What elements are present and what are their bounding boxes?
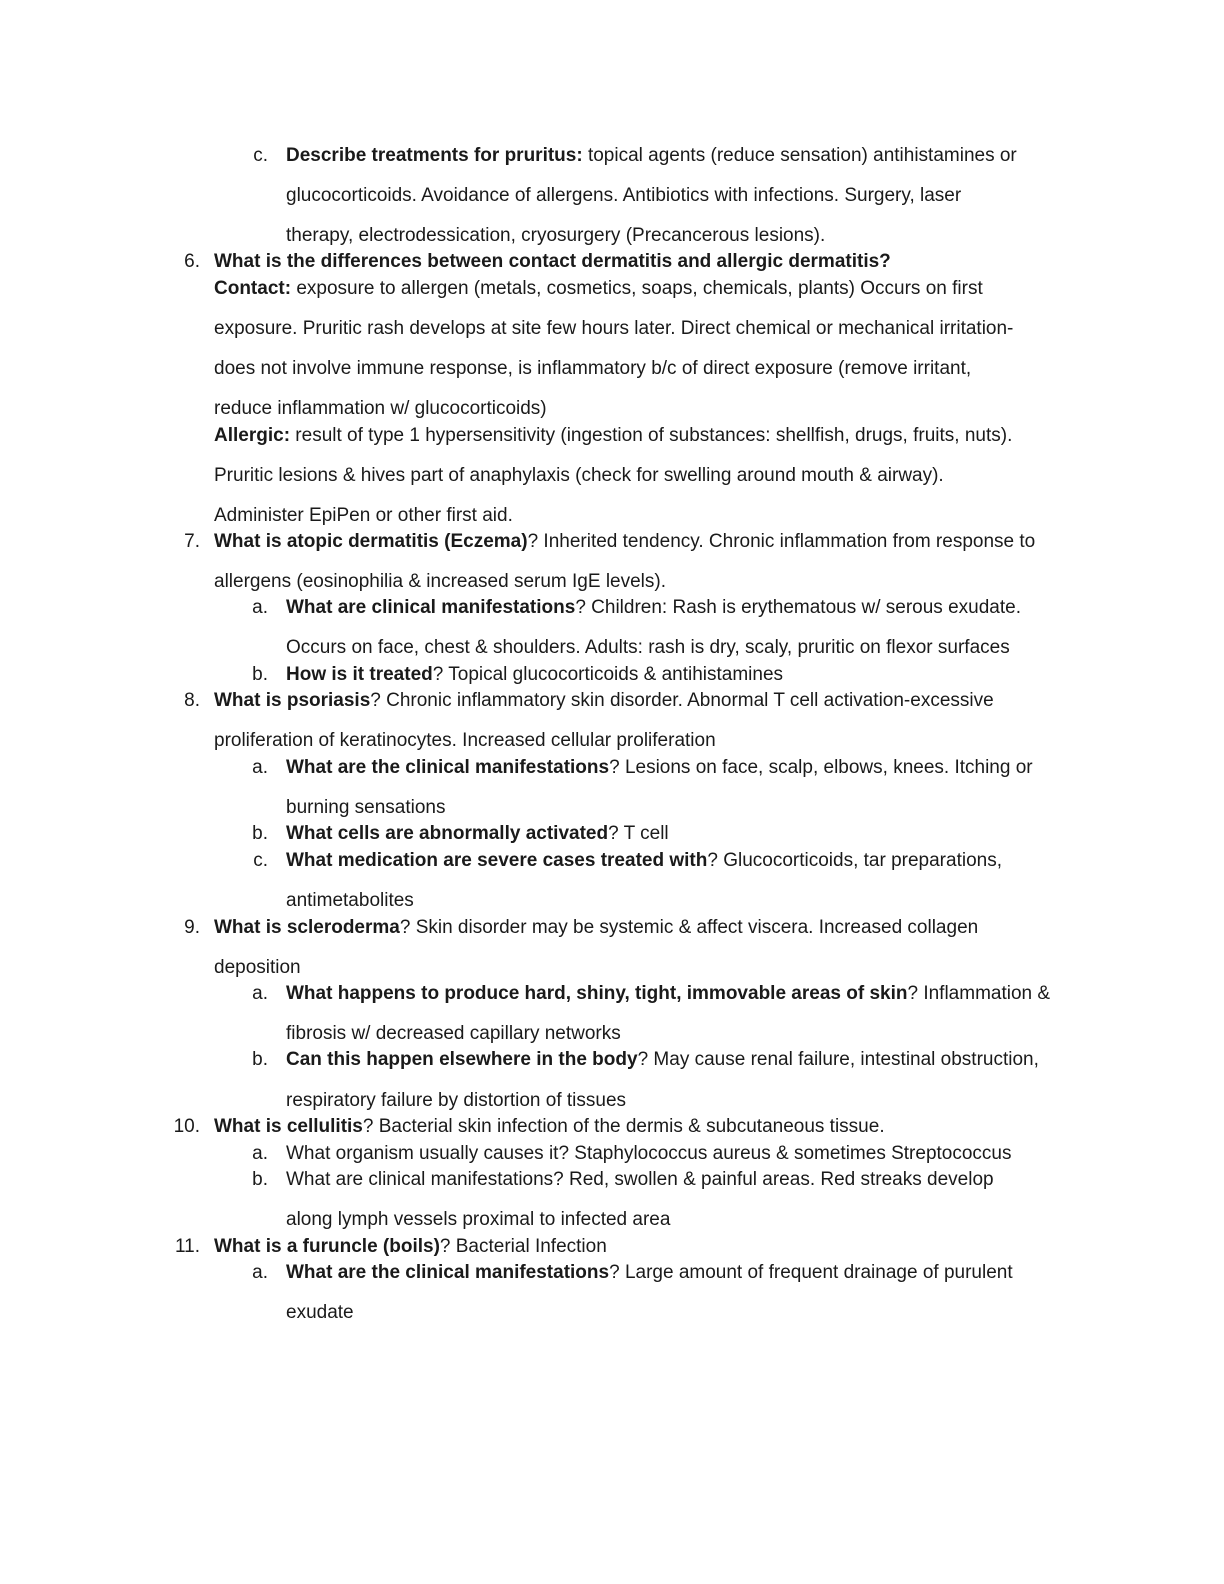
list-marker: a.: [252, 597, 268, 618]
answer-text: proliferation of keratinocytes. Increased cellular proliferation: [214, 730, 716, 751]
question-text: What medication are severe cases treated with: [286, 850, 708, 871]
list-marker: 6.: [184, 251, 200, 272]
list-marker: a.: [252, 757, 268, 778]
list-item-text: [214, 530, 1035, 554]
answer-text: ? T cell: [608, 823, 669, 844]
list-item-text: [286, 822, 669, 846]
answer-text: exposure. Pruritic rash develops at site few hours later. Direct chemical or mechanical irritation-: [214, 318, 1014, 339]
list-item-text: [214, 1115, 885, 1139]
list-marker: 11.: [174, 1236, 200, 1257]
answer-text: result of type 1 hypersensitivity (ingestion of substances: shellfish, drugs, fruits, nuts).: [290, 425, 1013, 446]
contact-label: Contact:: [214, 278, 292, 299]
list-item-text: [286, 663, 783, 687]
answer-text: ? Lesions on face, scalp, elbows, knees. Itching or: [609, 757, 1033, 778]
answer-text: reduce inflammation w/ glucocorticoids): [214, 398, 547, 419]
answer-text: allergens (eosinophilia & increased serum IgE levels).: [214, 571, 667, 592]
question-text: What are the clinical manifestations: [286, 757, 610, 778]
list-item-text: [286, 1048, 1039, 1072]
contact-paragraph: [214, 277, 983, 301]
list-marker: a.: [252, 983, 268, 1004]
list-item-text: [286, 849, 1002, 873]
answer-text: ? Inflammation &: [907, 983, 1051, 1004]
list-item-text: [286, 982, 1050, 1006]
question-text: What is cellulitis: [214, 1116, 363, 1137]
list-item-text: [286, 756, 1033, 780]
list-marker: b.: [252, 1049, 268, 1070]
answer-text: ? Inherited tendency. Chronic inflammation from response to: [527, 531, 1036, 552]
answer-text: ? Children: Rash is erythematous w/ serous exudate.: [575, 597, 1021, 618]
answer-text: exposure to allergen (metals, cosmetics, soaps, chemicals, plants) Occurs on first: [291, 278, 983, 299]
list-item-text: [214, 916, 978, 940]
question-text: What is scleroderma: [214, 917, 400, 938]
question-text: What are clinical manifestations: [286, 597, 576, 618]
question-text: How is it treated: [286, 664, 433, 685]
question-text: What is atopic dermatitis (Eczema): [214, 531, 528, 552]
list-item-text: [214, 1235, 607, 1259]
answer-text: ? May cause renal failure, intestinal obstruction,: [637, 1049, 1039, 1070]
list-marker: 10.: [173, 1116, 200, 1137]
list-marker: 9.: [184, 917, 200, 938]
list-marker: 8.: [184, 690, 200, 711]
list-item-text: [286, 596, 1021, 620]
question-text: What happens to produce hard, shiny, tight, immovable areas of skin: [286, 983, 908, 1004]
question-text: Can this happen elsewhere in the body: [286, 1049, 638, 1070]
allergic-label: Allergic:: [214, 425, 291, 446]
answer-text: ? Bacterial Infection: [439, 1236, 607, 1257]
answer-text: topical agents (reduce sensation) antihistamines or: [582, 145, 1017, 166]
question-text: What cells are abnormally activated: [286, 823, 609, 844]
allergic-paragraph: [214, 424, 1012, 448]
answer-text: burning sensations: [286, 797, 446, 818]
answer-text: deposition: [214, 957, 301, 978]
list-marker: c.: [253, 145, 268, 166]
answer-text: along lymph vessels proximal to infected area: [286, 1209, 671, 1230]
answer-text: Administer EpiPen or other first aid.: [214, 505, 513, 526]
question-text: What is psoriasis: [214, 690, 371, 711]
question-bold: What is the differences between contact dermatitis and allergic dermatitis?: [214, 251, 891, 272]
answer-text: therapy, electrodessication, cryosurgery (Precancerous lesions).: [286, 225, 826, 246]
question-text: What are the clinical manifestations: [286, 1262, 610, 1283]
list-marker: a.: [252, 1143, 268, 1164]
list-marker: b.: [252, 1169, 268, 1190]
list-marker: b.: [252, 664, 268, 685]
answer-text: fibrosis w/ decreased capillary networks: [286, 1023, 621, 1044]
answer-text: ? Chronic inflammatory skin disorder. Abnormal T cell activation-excessive: [370, 690, 994, 711]
answer-text: Pruritic lesions & hives part of anaphylaxis (check for swelling around mouth & airway).: [214, 465, 944, 486]
list-item-text: [286, 144, 1017, 168]
answer-text: ? Skin disorder may be systemic & affect viscera. Increased collagen: [399, 917, 979, 938]
answer-text: What organism usually causes it? Staphylococcus aureus & sometimes Streptococcus: [286, 1143, 1012, 1164]
list-marker: 7.: [184, 531, 200, 552]
answer-text: ? Bacterial skin infection of the dermis & subcutaneous tissue.: [362, 1116, 885, 1137]
answer-text: exudate: [286, 1302, 354, 1323]
answer-text: What are clinical manifestations? Red, swollen & painful areas. Red streaks develop: [286, 1169, 994, 1190]
answer-text: ? Large amount of frequent drainage of purulent: [609, 1262, 1013, 1283]
answer-text: does not involve immune response, is inflammatory b/c of direct exposure (remove irritant,: [214, 358, 972, 379]
answer-text: ? Topical glucocorticoids & antihistamines: [432, 664, 784, 685]
answer-text: Occurs on face, chest & shoulders. Adults: rash is dry, scaly, pruritic on flexor surfaces: [286, 637, 1010, 658]
list-marker: b.: [252, 823, 268, 844]
list-item-text: [214, 689, 994, 713]
answer-text: respiratory failure by distortion of tissues: [286, 1090, 627, 1111]
list-marker: c.: [253, 850, 268, 871]
question-text: Describe treatments for pruritus:: [286, 145, 583, 166]
list-marker: a.: [252, 1262, 268, 1283]
answer-text: ? Glucocorticoids, tar preparations,: [707, 850, 1002, 871]
question-text: What is a furuncle (boils): [214, 1236, 440, 1257]
answer-text: glucocorticoids. Avoidance of allergens. Antibiotics with infections. Surgery, laser: [286, 185, 962, 206]
question-text: [214, 250, 891, 274]
answer-text: antimetabolites: [286, 890, 414, 911]
list-item-text: [286, 1261, 1013, 1285]
